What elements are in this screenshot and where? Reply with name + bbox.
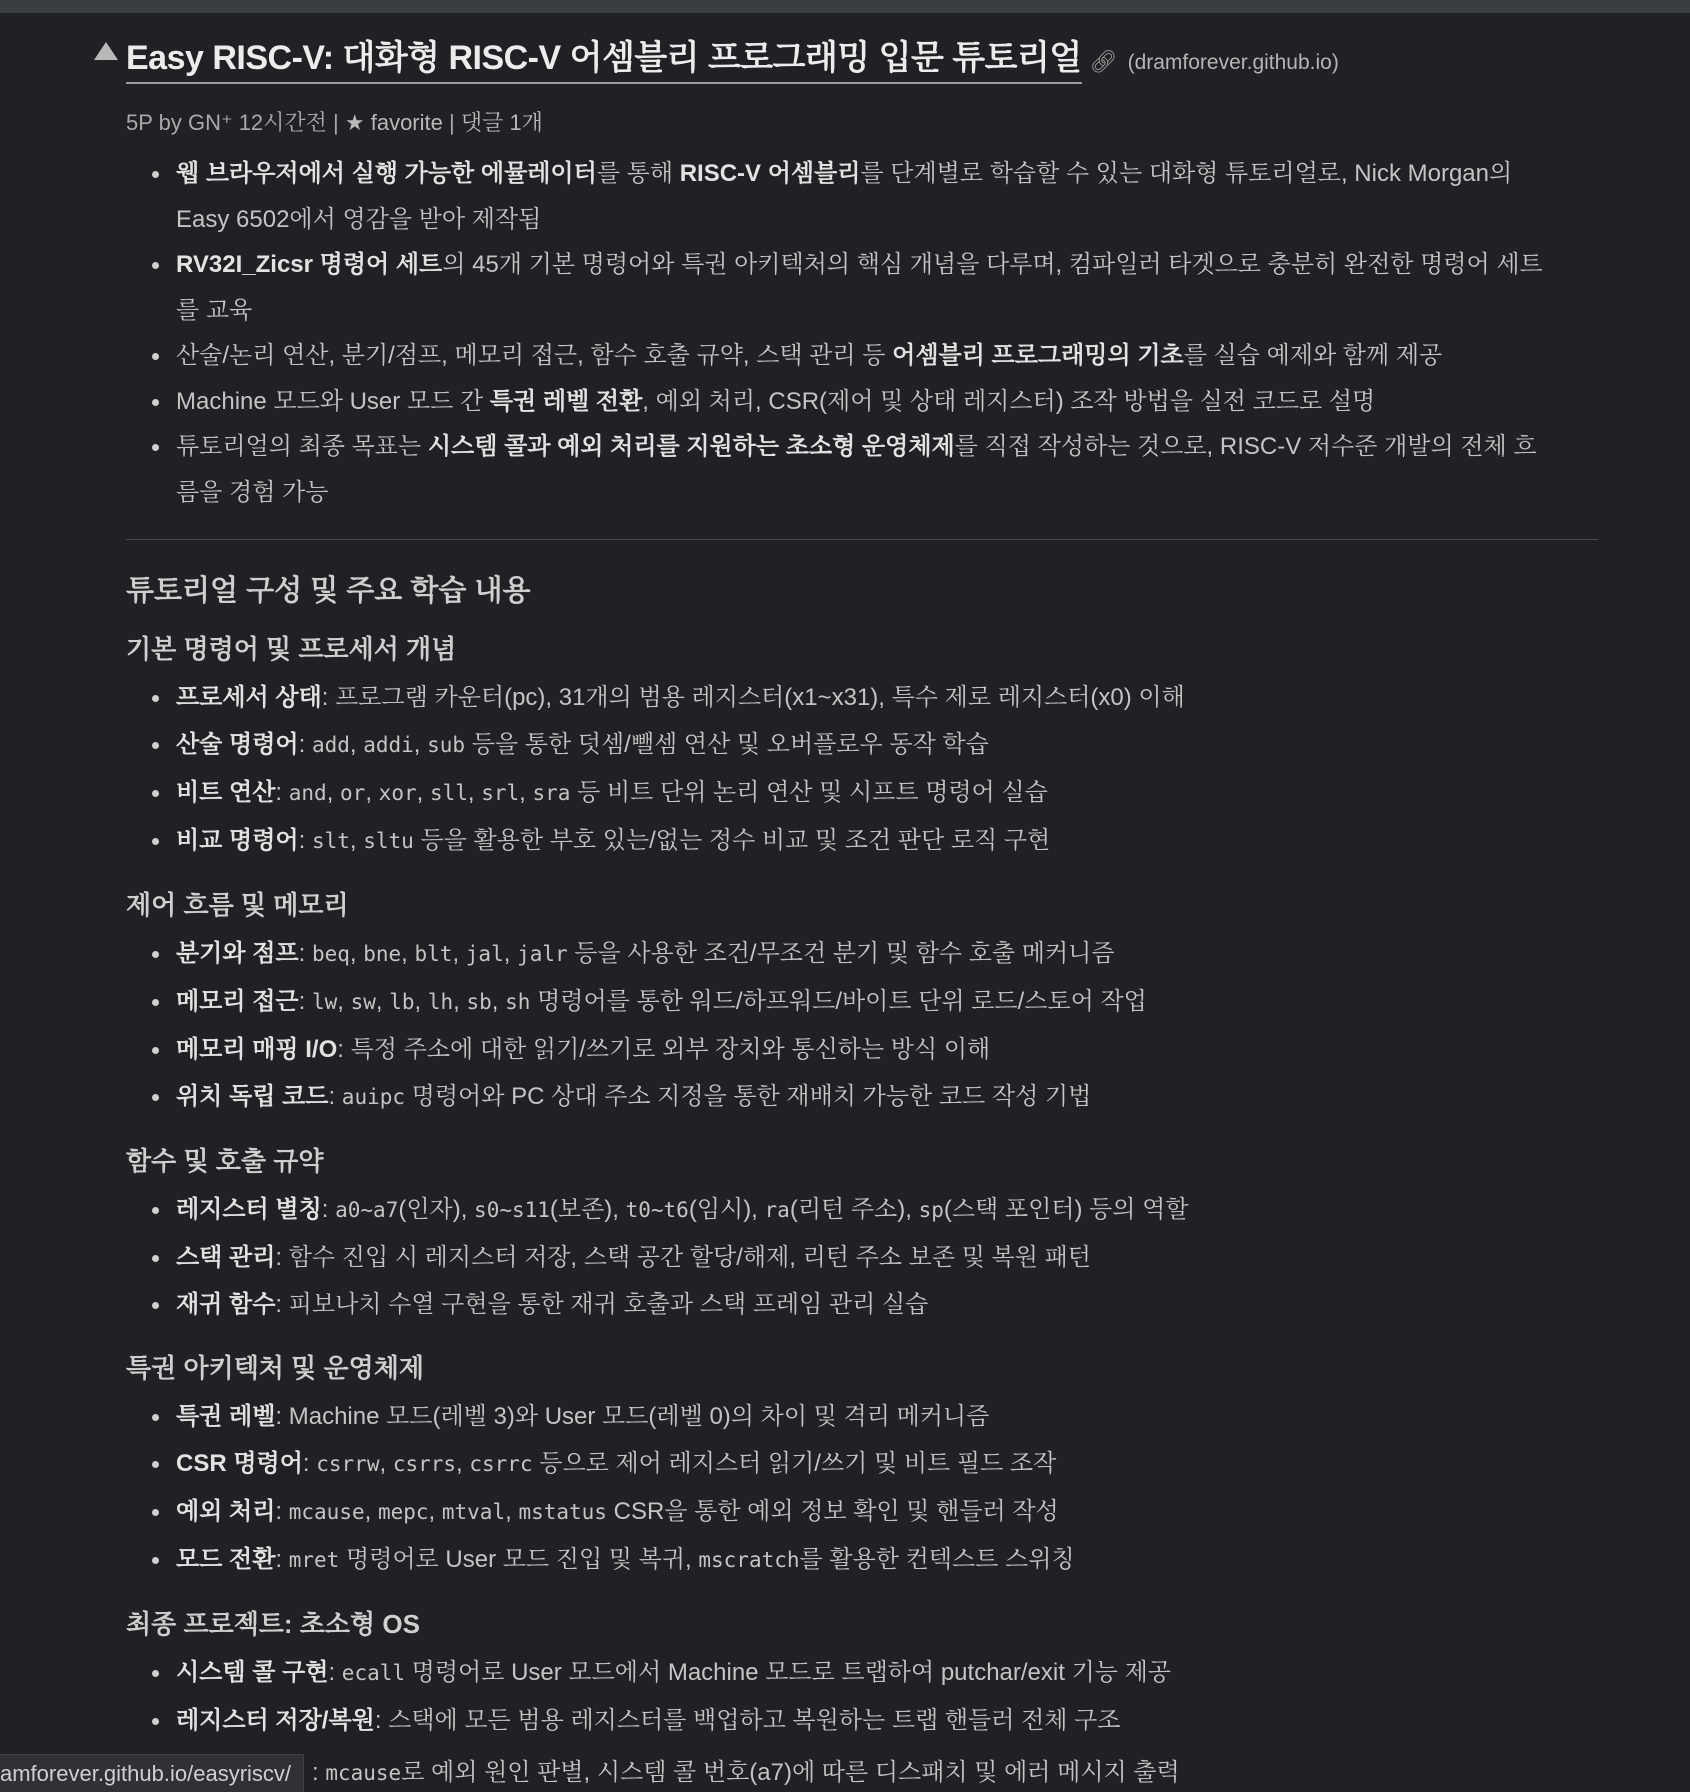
summary-list bbox=[126, 151, 1596, 515]
text: , 예외 처리, CSR(제어 및 상태 레지스터) 조작 방법을 실전 코드로 설명 bbox=[642, 387, 1376, 415]
subsection-heading: 함수 및 호출 규약 bbox=[126, 1146, 324, 1176]
subsection-list bbox=[126, 1186, 1596, 1328]
inline-code: mcause bbox=[325, 1761, 402, 1785]
list-item bbox=[176, 1026, 1596, 1073]
inline-code: ra bbox=[764, 1198, 790, 1222]
text: , bbox=[467, 779, 482, 806]
text: : 특정 주소에 대한 읽기/쓰기로 외부 장치와 통신하는 방식 이해 bbox=[337, 1036, 991, 1063]
link-icon[interactable]: 🔗︎ bbox=[1089, 49, 1118, 74]
section-heading: 튜토리얼 구성 및 주요 학습 내용 bbox=[126, 575, 531, 607]
text: : bbox=[298, 940, 312, 967]
text: : bbox=[302, 1450, 317, 1477]
inline-code: mepc bbox=[377, 1500, 429, 1524]
list-item bbox=[176, 1073, 1596, 1121]
inline-code: srl bbox=[481, 781, 520, 805]
text: , bbox=[401, 940, 415, 967]
bold-text: 시스템 콜 구현 bbox=[176, 1659, 329, 1686]
text: 명령어를 통한 워드/하프워드/바이트 단위 로드/스토어 작업 bbox=[530, 988, 1147, 1015]
list-item bbox=[176, 978, 1596, 1026]
favorite-link[interactable]: ★ favorite bbox=[344, 110, 443, 135]
text: 등을 활용한 부호 있는/없는 정수 비교 및 조건 판단 로직 구현 bbox=[413, 827, 1051, 854]
bold-text: 분기와 점프 bbox=[176, 940, 299, 967]
bold-text: 모드 전환 bbox=[176, 1546, 276, 1573]
list-item bbox=[176, 769, 1596, 817]
text: : bbox=[298, 827, 312, 854]
bold-text: 프로세서 상태 bbox=[176, 684, 322, 711]
inline-code: mtval bbox=[441, 1500, 506, 1524]
list-item bbox=[176, 1234, 1596, 1281]
text: : 피보나치 수열 구현을 통한 재귀 호출과 스택 프레임 관리 실습 bbox=[275, 1291, 929, 1318]
text: (리턴 주소), bbox=[789, 1196, 919, 1223]
text: , bbox=[349, 827, 364, 854]
text: : Machine 모드(레벨 3)와 User 모드(레벨 0)의 차이 및 격리 메커니즘 bbox=[275, 1403, 990, 1430]
text: , bbox=[452, 940, 466, 967]
inline-code: sra bbox=[532, 781, 571, 805]
subsection-heading: 기본 명령어 및 프로세서 개념 bbox=[126, 634, 457, 664]
bold-text: 특권 레벨 bbox=[176, 1403, 276, 1430]
summary-item bbox=[176, 379, 1596, 425]
list-item bbox=[176, 1186, 1596, 1234]
post-points-author-time[interactable]: 5P by GN⁺ 12시간전 bbox=[126, 110, 327, 135]
text: : bbox=[321, 1196, 336, 1223]
bold-text: 어셈블리 프로그래밍의 기초 bbox=[892, 342, 1184, 369]
text: 를 단계별로 학습할 수 있는 대화형 튜토리얼로, Nick Morgan의 Easy 6502에서 영감을 받아 제작됨 bbox=[176, 160, 1513, 233]
summary-item bbox=[176, 333, 1596, 379]
subsection-list bbox=[126, 1393, 1596, 1584]
text: 를 통해 bbox=[596, 160, 680, 187]
text: : bbox=[275, 1498, 289, 1525]
bold-text: 시스템 콜과 예외 처리를 지원하는 초소형 운영체제 bbox=[427, 433, 955, 460]
bold-text: RISC-V 어셈블리 bbox=[679, 160, 861, 187]
bold-text: 비트 연산 bbox=[176, 779, 276, 806]
inline-code: jalr bbox=[517, 942, 568, 966]
bold-text: 산술 명령어 bbox=[176, 731, 299, 758]
text: , bbox=[413, 731, 428, 758]
text: , bbox=[365, 779, 379, 806]
text: , bbox=[349, 731, 364, 758]
title-row bbox=[126, 30, 1596, 84]
text: : bbox=[328, 1659, 342, 1686]
text: , bbox=[456, 1450, 470, 1477]
inline-code: sltu bbox=[363, 829, 414, 853]
comments-link[interactable]: 댓글 1개 bbox=[460, 110, 543, 135]
text: : bbox=[275, 1546, 289, 1573]
text: 명령어와 PC 상대 주소 지정을 통한 재배치 가능한 코드 작성 기법 bbox=[405, 1083, 1092, 1110]
text: 의 45개 기본 명령어와 특권 아키텍처의 핵심 개념을 다루며, 컴파일러 타겟으로 충분히 완전한 명령어 세트를 교육 bbox=[176, 251, 1543, 324]
upvote-icon[interactable] bbox=[94, 42, 118, 60]
inline-code: mcause bbox=[288, 1500, 365, 1524]
text: , bbox=[364, 1498, 378, 1525]
browser-top-bar bbox=[0, 0, 1690, 13]
text: , bbox=[428, 1498, 442, 1525]
inline-code: t0~t6 bbox=[625, 1198, 689, 1222]
inline-code: xor bbox=[378, 781, 417, 805]
inline-code: auipc bbox=[341, 1085, 406, 1109]
bold-text: 메모리 매핑 I/O bbox=[176, 1036, 338, 1063]
list-item bbox=[176, 817, 1596, 865]
post-meta bbox=[126, 106, 1596, 137]
subsection-heading: 특권 아키텍처 및 운영체제 bbox=[126, 1353, 424, 1383]
meta-separator: | bbox=[442, 110, 461, 135]
bold-text: 비교 명령어 bbox=[176, 827, 299, 854]
text: 를 실습 예제와 함께 제공 bbox=[1183, 342, 1443, 369]
summary-item bbox=[176, 242, 1596, 333]
list-item bbox=[176, 1649, 1596, 1697]
bold-text: 재귀 함수 bbox=[176, 1291, 276, 1318]
inline-code: add bbox=[311, 733, 350, 757]
subsection-list bbox=[126, 1649, 1596, 1744]
post-domain: (dramforever.github.io) bbox=[1127, 51, 1339, 74]
inline-code: and bbox=[288, 781, 327, 805]
text: 등을 통한 덧셈/뺄셈 연산 및 오버플로우 동작 학습 bbox=[465, 731, 989, 758]
inline-code: jal bbox=[465, 942, 504, 966]
inline-code: sw bbox=[350, 990, 376, 1014]
text: (임시), bbox=[688, 1196, 765, 1223]
list-item bbox=[176, 1281, 1596, 1328]
inline-code: or bbox=[340, 781, 366, 805]
list-item bbox=[176, 1697, 1596, 1744]
text: 산술/논리 연산, 분기/점프, 메모리 접근, 함수 호출 규약, 스택 관리 등 bbox=[176, 342, 893, 369]
inline-code: lb bbox=[389, 990, 415, 1014]
text: : 프로그램 카운터(pc), 31개의 범용 레지스터(x1~x31), 특수 제로 레지스터(x0) 이해 bbox=[321, 684, 1185, 711]
bold-text: 레지스터 별칭 bbox=[176, 1196, 322, 1223]
inline-code: addi bbox=[363, 733, 414, 757]
inline-code: slt bbox=[311, 829, 350, 853]
inline-code: csrrw bbox=[316, 1452, 380, 1476]
list-item bbox=[176, 1488, 1596, 1536]
text: 를 직접 작성하는 것으로, RISC-V 저수준 개발의 전체 흐름을 경험 가능 bbox=[176, 433, 1537, 506]
text: : 함수 진입 시 레지스터 저장, 스택 공간 할당/해제, 리턴 주소 보존 및 복원 패턴 bbox=[275, 1244, 1091, 1271]
text: 등을 사용한 조건/무조건 분기 및 함수 호출 메커니즘 bbox=[567, 940, 1115, 967]
bold-text: 스택 관리 bbox=[176, 1244, 276, 1271]
inline-code: lh bbox=[427, 990, 454, 1014]
divider bbox=[126, 539, 1598, 540]
text: : bbox=[298, 988, 312, 1015]
list-item bbox=[176, 1393, 1596, 1440]
bold-text: RV32I_Zicsr 명령어 세트 bbox=[176, 251, 443, 278]
list-item bbox=[176, 930, 1596, 978]
inline-code: beq bbox=[311, 942, 350, 966]
inline-code: sh bbox=[505, 990, 531, 1014]
bold-text: 레지스터 저장/복원 bbox=[176, 1707, 375, 1734]
text: , bbox=[453, 988, 467, 1015]
inline-code: sll bbox=[429, 781, 468, 805]
bold-text: 위치 독립 코드 bbox=[176, 1083, 329, 1110]
meta-separator: | bbox=[326, 110, 345, 135]
inline-code: bne bbox=[363, 942, 402, 966]
text: 등 비트 단위 논리 연산 및 시프트 명령어 실습 bbox=[570, 779, 1048, 806]
subsection-heading: 최종 프로젝트: 초소형 OS bbox=[126, 1609, 420, 1639]
text: 를 활용한 컨텍스트 스위칭 bbox=[799, 1546, 1075, 1573]
text: : bbox=[312, 1759, 326, 1786]
inline-code: mscratch bbox=[698, 1548, 800, 1572]
news-article bbox=[126, 30, 1596, 1744]
inline-code: csrrc bbox=[469, 1452, 533, 1476]
bold-text: 메모리 접근 bbox=[176, 988, 299, 1015]
text: , bbox=[337, 988, 351, 1015]
text: (스택 포인터) 등의 역할 bbox=[943, 1196, 1189, 1223]
inline-code: ecall bbox=[341, 1661, 406, 1685]
text: , bbox=[379, 1450, 393, 1477]
text: 등으로 제어 레지스터 읽기/쓰기 및 비트 필드 조작 bbox=[532, 1450, 1057, 1477]
subsection-list bbox=[126, 930, 1596, 1121]
inline-code: sb bbox=[466, 990, 492, 1014]
subsection-list bbox=[126, 674, 1596, 865]
list-item bbox=[176, 1536, 1596, 1584]
text: (인자), bbox=[398, 1196, 475, 1223]
bold-text: CSR 명령어 bbox=[176, 1450, 303, 1477]
list-item bbox=[176, 721, 1596, 769]
text: , bbox=[326, 779, 341, 806]
text: : bbox=[328, 1083, 342, 1110]
inline-code: mstatus bbox=[518, 1500, 607, 1524]
list-item bbox=[176, 674, 1596, 721]
inline-code: csrrs bbox=[392, 1452, 457, 1476]
text: , bbox=[375, 988, 390, 1015]
inline-code: s0~s11 bbox=[474, 1198, 550, 1222]
text: : 스택에 모든 범용 레지스터를 백업하고 복원하는 트랩 핸들러 전체 구조 bbox=[374, 1707, 1121, 1734]
text: 로 예외 원인 판별, 시스템 콜 번호(a7)에 따른 디스패치 및 에러 메시지 출력 bbox=[401, 1759, 1180, 1786]
text: , bbox=[416, 779, 430, 806]
link-status-bar: amforever.github.io/easyriscv/ bbox=[0, 1754, 304, 1792]
text: 튜토리얼의 최종 목표는 bbox=[176, 433, 428, 460]
inline-code: blt bbox=[414, 942, 453, 966]
inline-code: a0~a7 bbox=[335, 1198, 399, 1222]
summary-item bbox=[176, 151, 1596, 242]
text: 명령어로 User 모드 진입 및 복귀, bbox=[339, 1546, 699, 1573]
text: , bbox=[505, 1498, 519, 1525]
text: 명령어로 User 모드에서 Machine 모드로 트랩하여 putchar/exit 기능 제공 bbox=[405, 1659, 1171, 1686]
inline-code: lw bbox=[311, 990, 338, 1014]
text: Machine 모드와 User 모드 간 bbox=[176, 387, 490, 415]
summary-item bbox=[176, 424, 1596, 515]
text: , bbox=[414, 988, 428, 1015]
text: , bbox=[519, 779, 533, 806]
text: , bbox=[491, 988, 506, 1015]
list-item bbox=[176, 1440, 1596, 1488]
text: : bbox=[298, 731, 312, 758]
bold-text: 웹 브라우저에서 실행 가능한 에뮬레이터 bbox=[176, 160, 597, 187]
subsection-heading: 제어 흐름 및 메모리 bbox=[126, 890, 349, 920]
post-title-link[interactable]: Easy RISC-V: 대화형 RISC-V 어셈블리 프로그래밍 입문 튜토리얼 bbox=[126, 30, 1082, 84]
inline-code: mret bbox=[288, 1548, 340, 1572]
inline-code: sp bbox=[918, 1198, 944, 1222]
bold-text: 특권 레벨 전환 bbox=[489, 387, 643, 415]
text: , bbox=[503, 940, 518, 967]
text: (보존), bbox=[549, 1196, 626, 1223]
text: CSR을 통한 예외 정보 확인 및 핸들러 작성 bbox=[606, 1498, 1059, 1525]
bold-text: 예외 처리 bbox=[176, 1498, 276, 1525]
text: : bbox=[275, 779, 289, 806]
list-item-partial bbox=[312, 1754, 1180, 1792]
text: , bbox=[349, 940, 364, 967]
inline-code: sub bbox=[427, 733, 466, 757]
